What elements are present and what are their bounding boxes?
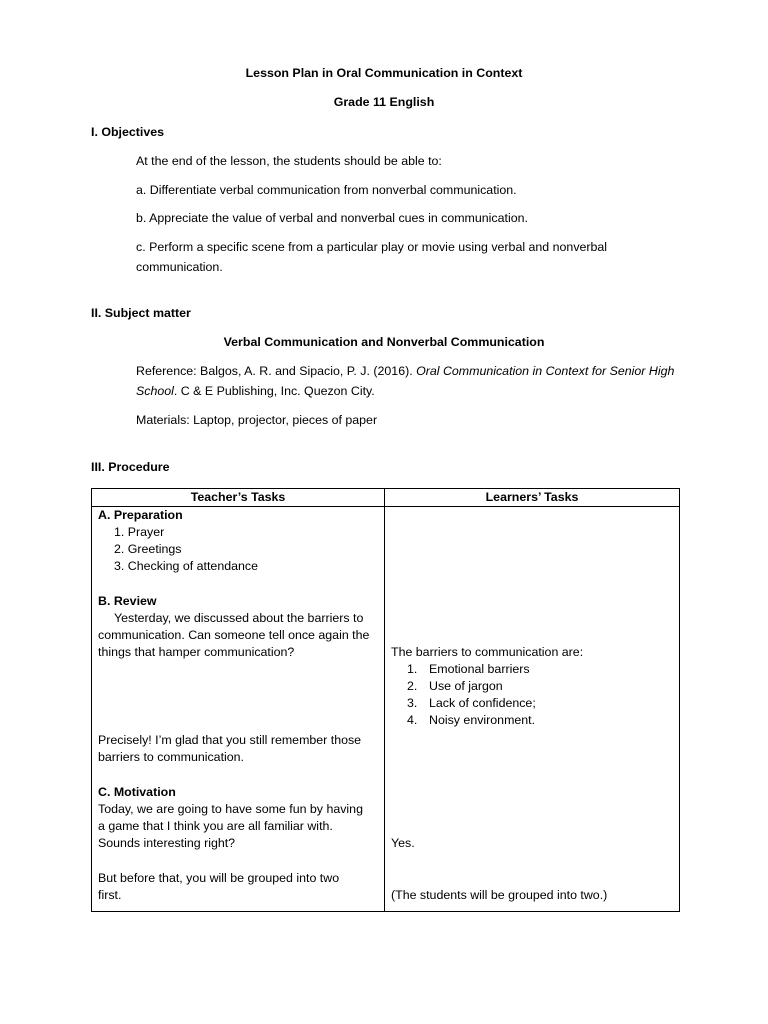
learners-tasks-cell [385,507,680,912]
motivation-line2: a game that I think you are all familiar with. [98,819,333,833]
procedure-body-row [92,507,680,912]
motivation-heading: C. Motivation [98,785,176,799]
barrier-text: Lack of confidence; [429,696,536,710]
preparation-heading: A. Preparation [98,508,183,522]
reference-title-part2: School [136,384,174,398]
objectives-intro: At the end of the lesson, the students should be able to: [136,154,442,168]
objective-c-line1: c. Perform a specific scene from a particular play or movie using verbal and nonverbal [136,240,608,254]
barrier-item [407,678,503,695]
preparation-item-attendance: 3. Checking of attendance [114,559,258,573]
reference-prefix: Reference: Balgos, A. R. and Sipacio, P. J. (2016). [136,364,417,378]
grade-title: Grade 11 English [333,95,435,109]
reference-suffix: . C & E Publishing, Inc. Quezon City. [173,384,375,398]
barrier-text: Emotional barriers [429,662,530,676]
motivation-line1: Today, we are going to have some fun by having [98,802,363,816]
barrier-number: 4. [407,713,418,727]
reference-line1 [136,363,674,380]
document-title: Lesson Plan in Oral Communication in Context [245,66,523,80]
motivation-line3: Sounds interesting right? [98,836,236,850]
barrier-item [407,712,535,729]
barriers-intro: The barriers to communication are: [391,645,584,659]
praise-line1: Precisely! I’m glad that you still remember those [98,733,362,747]
preparation-item-greetings: 2. Greetings [114,542,182,556]
barrier-number: 2. [407,679,418,693]
subject-heading: II. Subject matter [91,306,191,320]
grouping-line2: first. [98,888,122,902]
barrier-text: Noisy environment. [429,713,536,727]
review-heading: B. Review [98,594,157,608]
procedure-table [91,488,680,912]
materials: Materials: Laptop, projector, pieces of paper [136,413,378,427]
barrier-item [407,695,536,712]
objectives-heading: I. Objectives [91,125,165,139]
barrier-text: Use of jargon [429,679,503,693]
preparation-item-prayer: 1. Prayer [114,525,165,539]
review-line2: communication. Can someone tell once again the [98,628,370,642]
procedure-header-row [92,489,680,507]
learner-grouping-response: (The students will be grouped into two.) [391,888,608,902]
review-line1: Yesterday, we discussed about the barriers to [114,611,364,625]
objective-c-line2: communication. [136,260,223,274]
learner-yes-response: Yes. [391,836,415,850]
teacher-tasks-header: Teacher’s Tasks [92,489,385,507]
subject-topic: Verbal Communication and Nonverbal Communication [223,335,545,349]
objective-a: a. Differentiate verbal communication from nonverbal communication. [136,183,517,197]
objective-b: b. Appreciate the value of verbal and nonverbal cues in communication. [136,211,528,225]
barrier-number: 1. [407,662,418,676]
learners-tasks-header: Learners’ Tasks [385,489,680,507]
procedure-heading: III. Procedure [91,460,170,474]
teacher-tasks-cell [92,507,385,912]
praise-line2: barriers to communication. [98,750,244,764]
reference-line2 [136,383,375,400]
reference-title-part1: Oral Communication in Context for Senior High [416,364,675,378]
barrier-number: 3. [407,696,418,710]
grouping-line1: But before that, you will be grouped into two [98,871,340,885]
barrier-item [407,661,530,678]
review-line3: things that hamper communication? [98,645,295,659]
